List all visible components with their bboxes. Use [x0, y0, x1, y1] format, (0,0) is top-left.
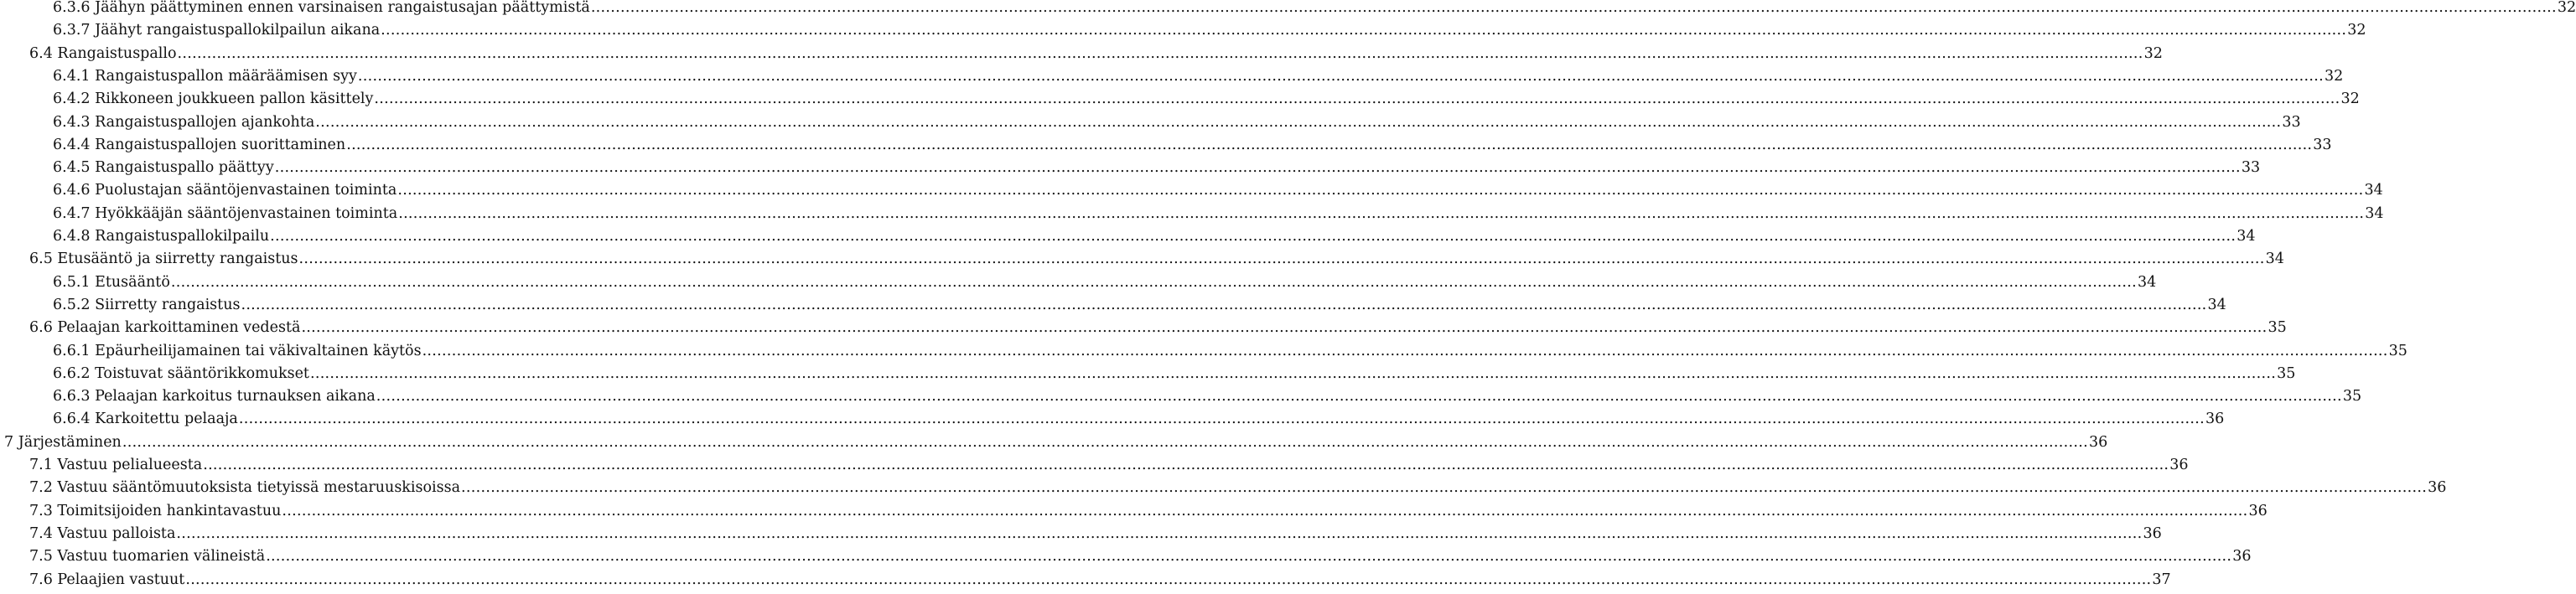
toc-entry-page-number: 36 — [2232, 548, 2252, 566]
toc-entry-label: 7.1 Vastuu pelialueesta — [29, 457, 203, 473]
toc-dot-leader: ................................................................................................................................................................................................................................................................................................................................................................................................................ — [185, 571, 2152, 588]
toc-entry-page-number: 34 — [2207, 296, 2226, 313]
toc-entry[interactable] — [29, 473, 2447, 497]
toc-entry-label: 6.4.7 Hyökkääjän sääntöjenvastainen toiminta — [53, 204, 398, 222]
toc-entry-label: 6.4.2 Rikkoneen joukkueen pallon käsittely — [53, 90, 374, 108]
toc-dot-leader: ................................................................................................................................................................................................................................................................................................................................................................................................................ — [301, 319, 2268, 337]
toc-entry-label: 6.6.2 Toistuvat sääntörikkomukset — [53, 364, 309, 382]
toc-entry[interactable] — [53, 62, 2344, 85]
toc-dot-leader: ................................................................................................................................................................................................................................................................................................................................................................................................................ — [309, 364, 2277, 382]
toc-entry[interactable] — [53, 199, 2384, 222]
toc-entry-label: 6.4.6 Puolustajan sääntöjenvastainen toiminta — [53, 182, 397, 199]
toc-entry[interactable] — [29, 497, 2268, 519]
toc-entry-label: 6.4 Rangaistuspallo — [29, 44, 177, 62]
toc-entry-page-number: 33 — [2241, 159, 2261, 177]
toc-entry-page-number: 34 — [2364, 182, 2383, 199]
toc-entry-page-number: 37 — [2152, 571, 2171, 588]
toc-entry[interactable] — [53, 382, 2362, 405]
toc-dot-leader: ................................................................................................................................................................................................................................................................................................................................................................................................................ — [315, 113, 2282, 131]
toc-entry[interactable] — [4, 428, 2108, 451]
toc-entry[interactable] — [53, 337, 2408, 359]
toc-entry-page-number: 32 — [2324, 67, 2344, 85]
toc-dot-leader: ................................................................................................................................................................................................................................................................................................................................................................................................................ — [241, 296, 2207, 313]
toc-entry-label: 7.5 Vastuu tuomarien välineistä — [29, 548, 266, 566]
toc-entry[interactable] — [29, 542, 2252, 566]
toc-entry-label: 6.3.6 Jäähyn päättyminen ennen varsinaisen rangaistusajan päättymistä — [53, 0, 590, 16]
toc-dot-leader: ................................................................................................................................................................................................................................................................................................................................................................................................................ — [122, 433, 2088, 451]
toc-entry-label: 6.4.3 Rangaistuspallojen ajankohta — [53, 113, 315, 131]
toc-dot-leader: ................................................................................................................................................................................................................................................................................................................................................................................................................ — [238, 411, 2205, 428]
toc-entry-page-number: 35 — [2268, 319, 2287, 337]
toc-dot-leader: ................................................................................................................................................................................................................................................................................................................................................................................................................ — [203, 457, 2169, 473]
toc-dot-leader: ................................................................................................................................................................................................................................................................................................................................................................................................................ — [376, 388, 2342, 405]
toc-dot-leader: ................................................................................................................................................................................................................................................................................................................................................................................................................ — [398, 204, 2365, 222]
toc-entry[interactable] — [53, 291, 2226, 313]
toc-entry[interactable] — [53, 16, 2366, 39]
toc-entry[interactable] — [53, 131, 2332, 153]
toc-entry-page-number: 32 — [2340, 90, 2360, 108]
toc-entry[interactable] — [29, 313, 2287, 337]
toc-entry-page-number: 32 — [2347, 22, 2366, 39]
toc-dot-leader: ................................................................................................................................................................................................................................................................................................................................................................................................................ — [266, 548, 2232, 566]
toc-entry-label: 6.4.1 Rangaistuspallon määräämisen syy — [53, 67, 357, 85]
toc-entry-label: 6.5.1 Etusääntö — [53, 273, 170, 291]
toc-dot-leader: ................................................................................................................................................................................................................................................................................................................................................................................................................ — [590, 0, 2557, 16]
toc-entry[interactable] — [29, 519, 2162, 542]
toc-entry-label: 6.6.3 Pelaajan karkoitus turnauksen aikana — [53, 388, 376, 405]
toc-entry[interactable] — [53, 108, 2301, 131]
toc-dot-leader: ................................................................................................................................................................................................................................................................................................................................................................................................................ — [461, 479, 2428, 497]
toc-entry-label: 6.6 Pelaajan karkoittaminen vedestä — [29, 319, 301, 337]
toc-entry-label: 6.4.5 Rangaistuspallo päättyy — [53, 159, 274, 177]
toc-dot-leader: ................................................................................................................................................................................................................................................................................................................................................................................................................ — [357, 67, 2324, 85]
toc-entry-page-number: 33 — [2282, 113, 2301, 131]
toc-dot-leader: ................................................................................................................................................................................................................................................................................................................................................................................................................ — [381, 22, 2347, 39]
toc-entry-page-number: 34 — [2237, 228, 2256, 245]
toc-entry[interactable] — [53, 0, 2576, 16]
toc-entry[interactable] — [29, 451, 2189, 473]
toc-entry-label: 6.3.7 Jäähyt rangaistuspallokilpailun aikana — [53, 22, 381, 39]
toc-entry-page-number: 36 — [2248, 502, 2268, 519]
toc-dot-leader: ................................................................................................................................................................................................................................................................................................................................................................................................................ — [176, 524, 2143, 542]
toc-dot-leader: ................................................................................................................................................................................................................................................................................................................................................................................................................ — [422, 342, 2388, 359]
toc-dot-leader: ................................................................................................................................................................................................................................................................................................................................................................................................................ — [177, 44, 2143, 62]
toc-entry-page-number: 34 — [2365, 204, 2384, 222]
toc-entry-page-number: 36 — [2428, 479, 2447, 497]
toc-entry-page-number: 34 — [2265, 251, 2284, 268]
toc-entry-page-number: 36 — [2088, 433, 2108, 451]
toc-entry[interactable] — [53, 222, 2256, 245]
toc-dot-leader: ................................................................................................................................................................................................................................................................................................................................................................................................................ — [346, 136, 2313, 153]
toc-entry-page-number: 36 — [2205, 411, 2225, 428]
toc-entry-label: 7.6 Pelaajien vastuut — [29, 571, 185, 588]
toc-entry-label: 6.5.2 Siirretty rangaistus — [53, 296, 241, 313]
toc-dot-leader: ................................................................................................................................................................................................................................................................................................................................................................................................................ — [170, 273, 2137, 291]
toc-entry-label: 6.4.8 Rangaistuspallokilpailu — [53, 228, 270, 245]
toc-entry[interactable] — [29, 245, 2284, 268]
toc-entry-label: 6.6.4 Karkoitettu pelaaja — [53, 411, 238, 428]
toc-dot-leader: ................................................................................................................................................................................................................................................................................................................................................................................................................ — [397, 182, 2364, 199]
toc-entry-label: 7.4 Vastuu palloista — [29, 524, 176, 542]
toc-entry-page-number: 33 — [2313, 136, 2332, 153]
toc-entry[interactable] — [29, 39, 2163, 62]
toc-dot-leader: ................................................................................................................................................................................................................................................................................................................................................................................................................ — [274, 159, 2241, 177]
toc-entry-page-number: 35 — [2342, 388, 2362, 405]
toc-entry-page-number: 35 — [2388, 342, 2408, 359]
toc-entry-page-number: 36 — [2143, 524, 2162, 542]
toc-entry-label: 6.5 Etusääntö ja siirretty rangaistus — [29, 251, 298, 268]
toc-entry-label: 6.4.4 Rangaistuspallojen suorittaminen — [53, 136, 346, 153]
toc-entry-page-number: 32 — [2557, 0, 2576, 16]
toc-entry[interactable] — [53, 268, 2157, 291]
toc-entry[interactable] — [53, 359, 2296, 382]
toc-entry-page-number: 32 — [2143, 44, 2163, 62]
toc-entry-label: 7 Järjestäminen — [4, 433, 122, 451]
toc-dot-leader: ................................................................................................................................................................................................................................................................................................................................................................................................................ — [298, 251, 2265, 268]
toc-entry-label: 6.6.1 Epäurheilijamainen tai väkivaltainen käytös — [53, 342, 422, 359]
toc-dot-leader: ................................................................................................................................................................................................................................................................................................................................................................................................................ — [270, 228, 2237, 245]
toc-entry-page-number: 34 — [2137, 273, 2157, 291]
toc-entry[interactable] — [29, 566, 2171, 588]
toc-entry[interactable] — [53, 153, 2261, 177]
toc-entry-page-number: 35 — [2277, 364, 2296, 382]
toc-entry[interactable] — [53, 85, 2360, 108]
toc-entry-label: 7.3 Toimitsijoiden hankintavastuu — [29, 502, 282, 519]
toc-entry[interactable] — [53, 176, 2383, 199]
toc-entry[interactable] — [53, 405, 2225, 428]
toc-dot-leader: ................................................................................................................................................................................................................................................................................................................................................................................................................ — [282, 502, 2248, 519]
toc-entry-label: 7.2 Vastuu sääntömuutoksista tietyissä mestaruuskisoissa — [29, 479, 461, 497]
toc-dot-leader: ................................................................................................................................................................................................................................................................................................................................................................................................................ — [374, 90, 2340, 108]
toc-entry-page-number: 36 — [2169, 457, 2189, 473]
